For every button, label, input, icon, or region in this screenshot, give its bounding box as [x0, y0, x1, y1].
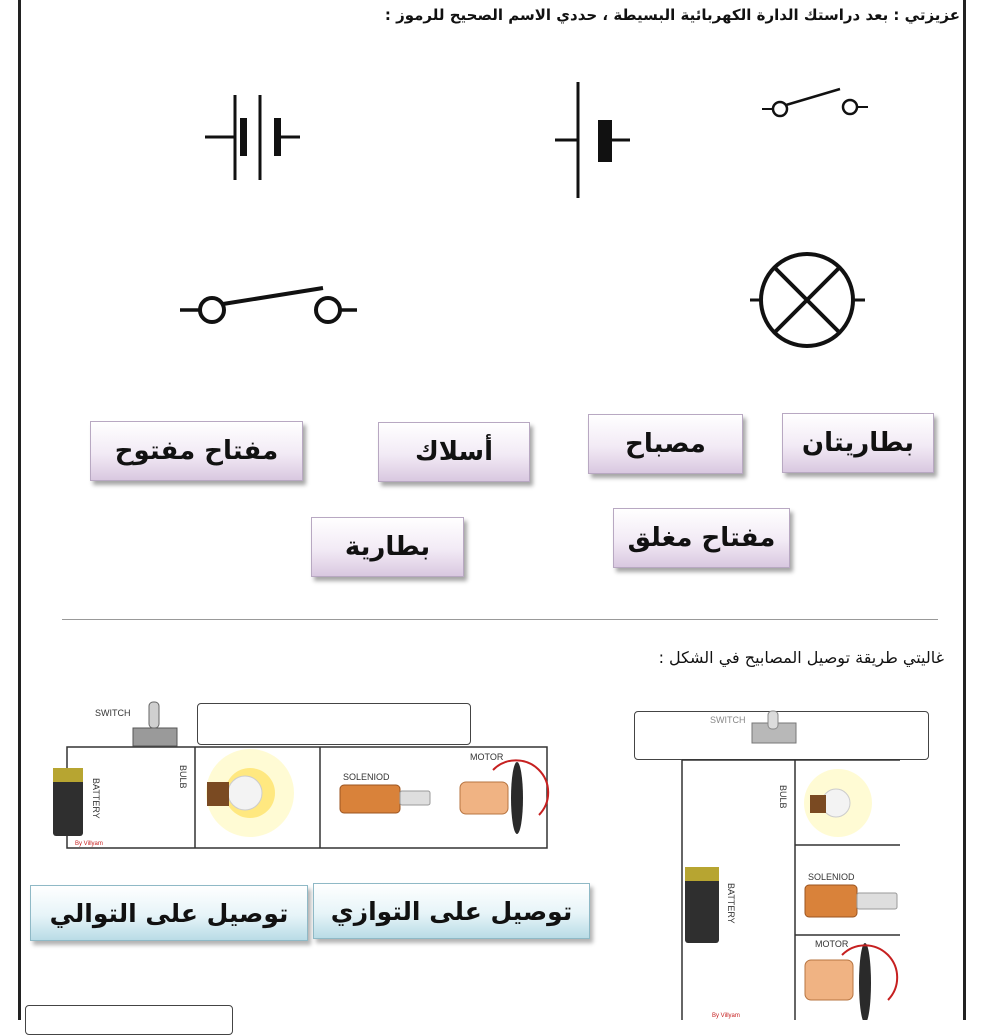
left-motor-label: MOTOR: [470, 752, 504, 762]
bottom-left-box: [25, 1005, 233, 1035]
right-credit-label: By Villyam: [712, 1013, 740, 1019]
left-credit-label: By Villyam: [75, 841, 103, 847]
right-battery-label: BATTERY: [726, 883, 736, 924]
series-circuit-diagram: [45, 690, 565, 860]
left-solenoid-label: SOLENIOD: [343, 772, 390, 782]
card-batteries[interactable]: بطاريتان: [782, 413, 934, 473]
left-bulb-label: BULB: [178, 765, 188, 789]
worksheet-title: عزيزتي : بعد دراستك الدارة الكهربائية البسيطة ، حددي الاسم الصحيح للرموز :: [384, 6, 960, 24]
cell-symbol-icon: [550, 78, 640, 203]
left-switch-label: SWITCH: [95, 708, 131, 718]
right-bulb-label: BULB: [778, 785, 788, 809]
left-battery-label: BATTERY: [91, 778, 101, 819]
parallel-circuit-diagram: [660, 705, 930, 1020]
small-open-switch-icon: [760, 85, 875, 125]
open-switch-symbol-icon: [175, 280, 360, 330]
card-closed-switch[interactable]: مفتاح مغلق: [613, 508, 790, 568]
battery-symbol-icon: [200, 90, 310, 185]
card-parallel-connection[interactable]: توصيل على التوازي: [313, 883, 590, 939]
card-wires[interactable]: أسلاك: [378, 422, 530, 482]
section-divider: [62, 619, 938, 620]
card-battery[interactable]: بطارية: [311, 517, 464, 577]
lamp-symbol-icon: [745, 240, 870, 360]
right-motor-label: MOTOR: [815, 939, 849, 949]
question-connection-type: غاليتي طريقة توصيل المصابيح في الشكل :: [658, 648, 944, 667]
right-solenoid-label: SOLENIOD: [808, 872, 855, 882]
card-series-connection[interactable]: توصيل على التوالي: [30, 885, 308, 941]
card-open-switch[interactable]: مفتاح مفتوح: [90, 421, 303, 481]
card-lamp[interactable]: مصباح: [588, 414, 743, 474]
right-switch-label: SWITCH: [710, 715, 746, 725]
